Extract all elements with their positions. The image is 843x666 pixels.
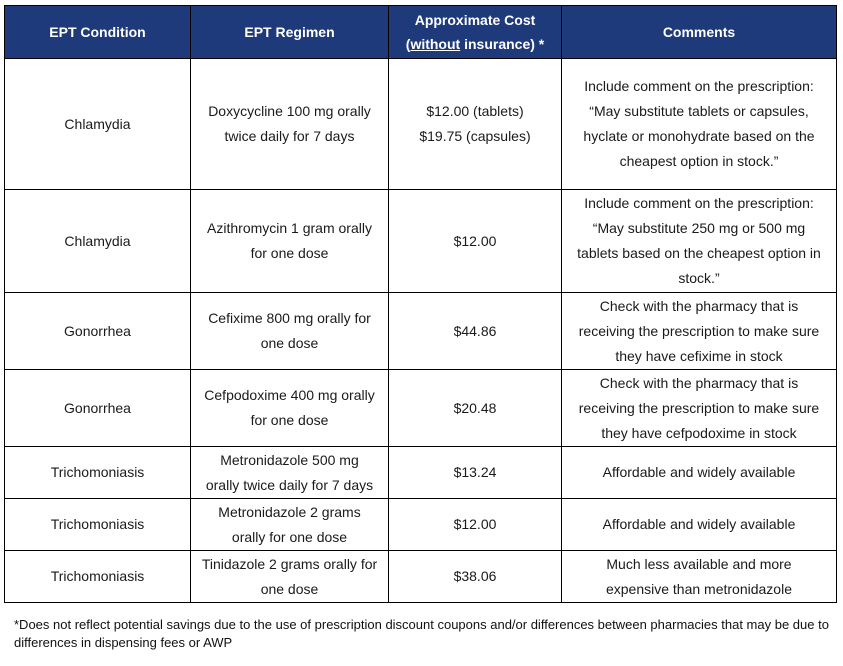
cell-cost-line: $20.48 (453, 399, 497, 416)
cell-comments (562, 59, 837, 190)
cell-regimen (191, 447, 389, 499)
cell-cost (389, 370, 562, 447)
cell-condition: Trichomoniasis (5, 551, 191, 603)
header-cost-rest: insurance) * (460, 36, 545, 52)
cell-cost (389, 59, 562, 190)
cell-comments-line: Affordable and widely available (602, 464, 796, 480)
cell-regimen (191, 499, 389, 551)
cell-regimen-line: twice daily for 7 days (224, 128, 355, 144)
cell-cost-line: $38.06 (453, 568, 497, 584)
cell-cost-line: $13.24 (453, 464, 497, 480)
cell-regimen (191, 59, 389, 190)
cell-regimen (191, 190, 389, 293)
cell-comments-line: receiving the prescription to make sure (578, 399, 820, 416)
table-header-row (5, 6, 837, 59)
cell-comments (562, 190, 837, 293)
cell-condition: Gonorrhea (5, 293, 191, 370)
ept-table (4, 5, 837, 603)
cell-condition: Trichomoniasis (5, 499, 191, 551)
table-row (5, 447, 837, 499)
cell-comments (562, 293, 837, 370)
cell-comments-line: Much less available and more (606, 555, 792, 572)
cell-comments-line: receiving the prescription to make sure (578, 322, 820, 339)
cell-comments (562, 499, 837, 551)
cell-regimen-line: Cefixime 800 mg orally for (208, 310, 371, 326)
cell-comments-line: Check with the pharmacy that is (599, 374, 799, 391)
cell-regimen-line: one dose (260, 580, 319, 597)
cell-cost (389, 499, 562, 551)
table-row (5, 293, 837, 370)
cell-condition: Chlamydia (5, 190, 191, 293)
table-row (5, 499, 837, 551)
cell-cost-line: $12.00 (453, 516, 497, 532)
cell-regimen-line: orally twice daily for 7 days (205, 476, 374, 493)
cell-comments (562, 551, 837, 603)
header-cost-line2 (395, 32, 555, 56)
cell-comments-line: expensive than metronidazole (605, 580, 792, 597)
cell-cost-line: $44.86 (453, 322, 497, 339)
cell-comments-line: Include comment on the prescription: (584, 78, 814, 94)
table-row (5, 370, 837, 447)
cell-regimen-line: Metronidazole 2 grams (218, 503, 361, 520)
header-condition: EPT Condition (5, 6, 191, 59)
header-cost-paren: ( (405, 36, 411, 52)
cell-cost-line: $12.00 (453, 232, 497, 249)
cell-regimen-line: Tinidazole 2 grams orally for (201, 555, 378, 572)
cell-comments (562, 370, 837, 447)
cell-comments (562, 447, 837, 499)
cell-comments-line: stock.” (678, 270, 720, 286)
cell-cost (389, 190, 562, 293)
cell-comments-line: “May substitute 250 mg or 500 mg (592, 220, 806, 236)
cell-condition: Chlamydia (5, 59, 191, 190)
cell-comments-line: Affordable and widely available (602, 516, 796, 532)
cell-comments-line: hyclate or monohydrate based on the (583, 128, 815, 144)
cell-cost (389, 551, 562, 603)
cell-regimen-line: one dose (260, 335, 319, 351)
cell-regimen-line: Doxycycline 100 mg orally (208, 103, 371, 119)
cell-cost (389, 447, 562, 499)
cell-regimen (191, 551, 389, 603)
cell-comments-line: “May substitute tablets or capsules, (589, 103, 809, 119)
header-cost-without: without (410, 36, 461, 52)
cell-cost-line: $12.00 (tablets) (426, 103, 524, 119)
footnote: *Does not reflect potential savings due to the use of prescription discount coupons and/or differences between pharmacies that may be due to differences in dispensing fees or AWP (14, 617, 829, 650)
cell-cost (389, 293, 562, 370)
header-regimen: EPT Regimen (191, 6, 389, 59)
table-row (5, 551, 837, 603)
cell-regimen-line: orally for one dose (231, 528, 348, 545)
cell-condition: Gonorrhea (5, 370, 191, 447)
cell-regimen (191, 370, 389, 447)
cell-regimen-line: Azithromycin 1 gram orally (207, 220, 372, 236)
cell-regimen-line: for one dose (250, 412, 329, 428)
cell-regimen-line: Metronidazole 500 mg (220, 451, 359, 468)
table-body (5, 59, 837, 603)
cell-cost-line: $19.75 (capsules) (419, 128, 531, 144)
cell-regimen (191, 293, 389, 370)
table-row (5, 190, 837, 293)
cell-comments-line: they have cefixime in stock (615, 347, 783, 364)
cell-comments-line: Include comment on the prescription: (584, 195, 814, 211)
header-comments: Comments (562, 6, 837, 59)
cell-regimen-line: for one dose (250, 245, 329, 261)
cell-comments-line: they have cefpodoxime in stock (601, 424, 797, 441)
cell-condition: Trichomoniasis (5, 447, 191, 499)
table-row (5, 59, 837, 190)
cell-comments-line: tablets based on the cheapest option in (577, 245, 821, 261)
cell-comments-line: Check with the pharmacy that is (599, 297, 799, 314)
cell-regimen-line: Cefpodoxime 400 mg orally (204, 387, 375, 403)
header-cost (389, 6, 562, 59)
cell-comments-line: cheapest option in stock.” (619, 153, 779, 169)
header-cost-line1: Approximate Cost (414, 12, 536, 28)
